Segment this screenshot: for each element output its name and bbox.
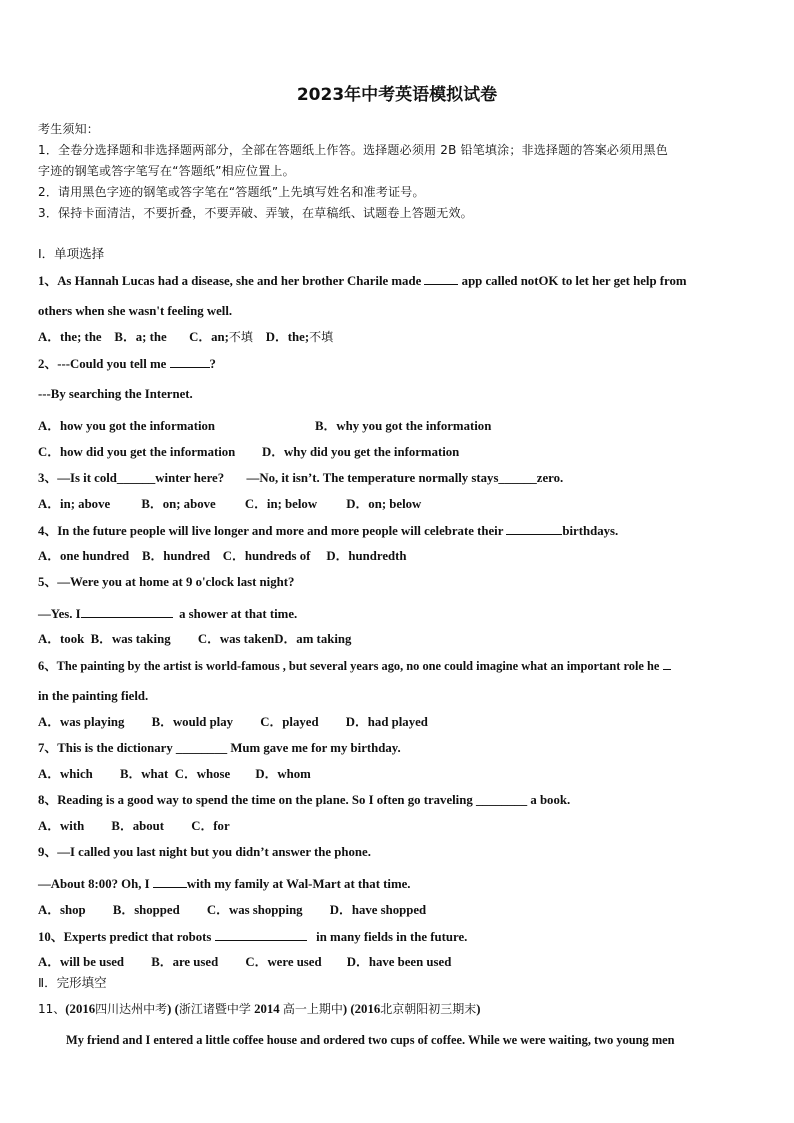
question-9-options xyxy=(38,902,426,918)
page-title: 2023年中考英语模拟试卷 xyxy=(296,85,498,105)
question-9-text-b: with my family at Wal-Mart at that time. xyxy=(186,877,411,891)
question-10 xyxy=(38,928,467,945)
question-2-line-2: ---By searching the Internet. xyxy=(38,387,193,401)
answer-blank xyxy=(215,928,307,941)
question-3-options xyxy=(38,496,421,512)
question-11-passage: My friend and I entered a little coffee house and ordered two cups of coffee. While we were waiting, two young men xyxy=(66,1033,675,1047)
option-a: A．shop xyxy=(38,903,86,917)
option-c: C．was shopping xyxy=(206,903,303,917)
question-7-options xyxy=(38,766,311,782)
answer-blank xyxy=(663,657,671,670)
option-b: B．was taking xyxy=(90,632,171,646)
source-text: ) (2016 xyxy=(342,1002,381,1016)
question-9-text-a: —About 8:00? Oh, I xyxy=(38,877,150,891)
option-d: D．whom xyxy=(255,767,311,781)
notice-line-3: 2．请用黑色字迹的钢笔或答字笔在“答题纸”上先填写姓名和准考证号。 xyxy=(38,185,425,199)
question-5-options xyxy=(38,631,351,647)
option-c: C．in; below xyxy=(244,497,318,511)
question-2-option-c: C．how did you get the information xyxy=(38,445,236,459)
option-b: B．on; above xyxy=(141,497,216,511)
option-c: C．was taken xyxy=(197,632,275,646)
answer-blank xyxy=(424,272,458,285)
question-2-option-a: A．how you got the information xyxy=(38,419,216,433)
question-2-text-a: 2、---Could you tell me xyxy=(38,357,167,371)
question-3: 3、—Is it cold______winter here? —No, it isn’t. The temperature normally stays______zero. xyxy=(38,471,564,485)
question-10-text-b: in many fields in the future. xyxy=(316,930,468,944)
option-b: B．a; the xyxy=(114,330,167,344)
section-heading-cloze: Ⅱ．完形填空 xyxy=(38,975,107,990)
option-c: C．hundreds of xyxy=(222,549,311,563)
option-d: D．have shopped xyxy=(329,903,427,917)
option-b: B．shopped xyxy=(112,903,180,917)
question-9: 9、—I called you last night but you didn’t answer the phone. xyxy=(38,845,371,859)
source-text: ) ( xyxy=(167,1002,179,1016)
source-text: 2014 xyxy=(250,1002,283,1016)
source-text-cn: 高一上期中 xyxy=(282,1002,343,1016)
answer-blank xyxy=(153,875,187,888)
source-text-cn: 北京朝阳初三期末 xyxy=(380,1002,477,1016)
question-1 xyxy=(38,272,687,289)
option-d: D．had played xyxy=(345,715,428,729)
option-d: D．on; below xyxy=(346,497,422,511)
section-heading-single-choice: Ⅰ．单项选择 xyxy=(38,246,105,261)
question-9-line-2 xyxy=(38,875,411,892)
source-text: ) xyxy=(476,1002,481,1016)
question-1-options xyxy=(38,329,333,345)
option-a: A．the; the xyxy=(38,330,102,344)
option-c: C．were used xyxy=(245,955,322,969)
option-a: A．which xyxy=(38,767,93,781)
notice-line-4: 3．保持卡面清洁，不要折叠，不要弄破、弄皱，在草稿纸、试题卷上答题无效。 xyxy=(38,206,473,220)
option-a: A．took xyxy=(38,632,85,646)
question-11-source xyxy=(38,1001,481,1017)
option-c: C．whose xyxy=(174,767,231,781)
option-b: B．hundred xyxy=(141,549,210,563)
option-a: A．with xyxy=(38,819,85,833)
notice-heading: 考生须知： xyxy=(38,122,100,136)
question-2-option-b: B．why you got the information xyxy=(315,419,492,433)
option-b: B．about xyxy=(111,819,165,833)
option-d: D．am taking xyxy=(274,632,352,646)
question-8-options xyxy=(38,818,230,834)
notice-line-1: 1．全卷分选择题和非选择题两部分，全部在答题纸上作答。选择题必须用 2B 铅笔填涂；非选择题的答案必须用黑色 xyxy=(38,143,668,157)
question-6 xyxy=(38,657,671,674)
question-2-text-b: ? xyxy=(209,357,216,371)
question-1-line-2: others when she wasn't feeling well. xyxy=(38,304,233,318)
option-d: D．the; xyxy=(265,330,310,344)
option-c: C．an; xyxy=(189,330,229,344)
question-7: 7、This is the dictionary ________ Mum gave me for my birthday. xyxy=(38,741,401,755)
question-10-options xyxy=(38,954,451,970)
answer-blank xyxy=(170,355,210,368)
answer-blank xyxy=(506,522,562,535)
question-2 xyxy=(38,355,216,372)
source-text-cn: 浙江诸暨中学 xyxy=(178,1002,251,1016)
question-4-options xyxy=(38,548,407,564)
option-a: A．will be used xyxy=(38,955,125,969)
option-c: C．played xyxy=(260,715,319,729)
option-b: B．are used xyxy=(151,955,219,969)
option-c: C．for xyxy=(191,819,230,833)
question-2-option-d: D．why did you get the information xyxy=(262,445,460,459)
question-6-line-2: in the painting field. xyxy=(38,689,149,703)
source-text: (2016 xyxy=(65,1002,96,1016)
question-1-text-a: 1、As Hannah Lucas had a disease, she and her brother Charile made xyxy=(38,274,422,288)
question-10-text-a: 10、Experts predict that robots xyxy=(38,930,212,944)
option-d: D．hundredth xyxy=(326,549,407,563)
question-8: 8、Reading is a good way to spend the time on the plane. So I often go traveling ________ a book. xyxy=(38,793,571,807)
option-c-cn: 不填 xyxy=(228,330,253,344)
option-b: B．what xyxy=(119,767,169,781)
question-11-number: 11、 xyxy=(38,1002,66,1016)
notice-line-2: 字迹的钢笔或答字笔写在“答题纸”相应位置上。 xyxy=(38,164,295,178)
option-b: B．would play xyxy=(151,715,234,729)
question-4-text-a: 4、In the future people will live longer and more and more people will celebrate their xyxy=(38,524,504,538)
question-4-text-b: birthdays. xyxy=(562,524,619,538)
source-text-cn: 四川达州中考 xyxy=(95,1002,168,1016)
question-5-line-2 xyxy=(38,605,297,622)
option-d-cn: 不填 xyxy=(309,330,334,344)
option-d: D．have been used xyxy=(346,955,452,969)
answer-blank xyxy=(81,605,173,618)
question-5-text-b: a shower at that time. xyxy=(179,607,298,621)
question-4 xyxy=(38,522,618,539)
question-6-options xyxy=(38,714,428,730)
option-a: A．in; above xyxy=(38,497,111,511)
question-1-text-b: app called notOK to let her get help from xyxy=(461,274,687,288)
option-a: A．one hundred xyxy=(38,549,130,563)
question-5-text-a: —Yes. I xyxy=(38,607,81,621)
question-5: 5、—Were you at home at 9 o'clock last night? xyxy=(38,575,295,589)
question-6-text: 6、The painting by the artist is world-famous , but several years ago, no one could imagine what an important role he xyxy=(38,659,660,673)
option-a: A．was playing xyxy=(38,715,125,729)
